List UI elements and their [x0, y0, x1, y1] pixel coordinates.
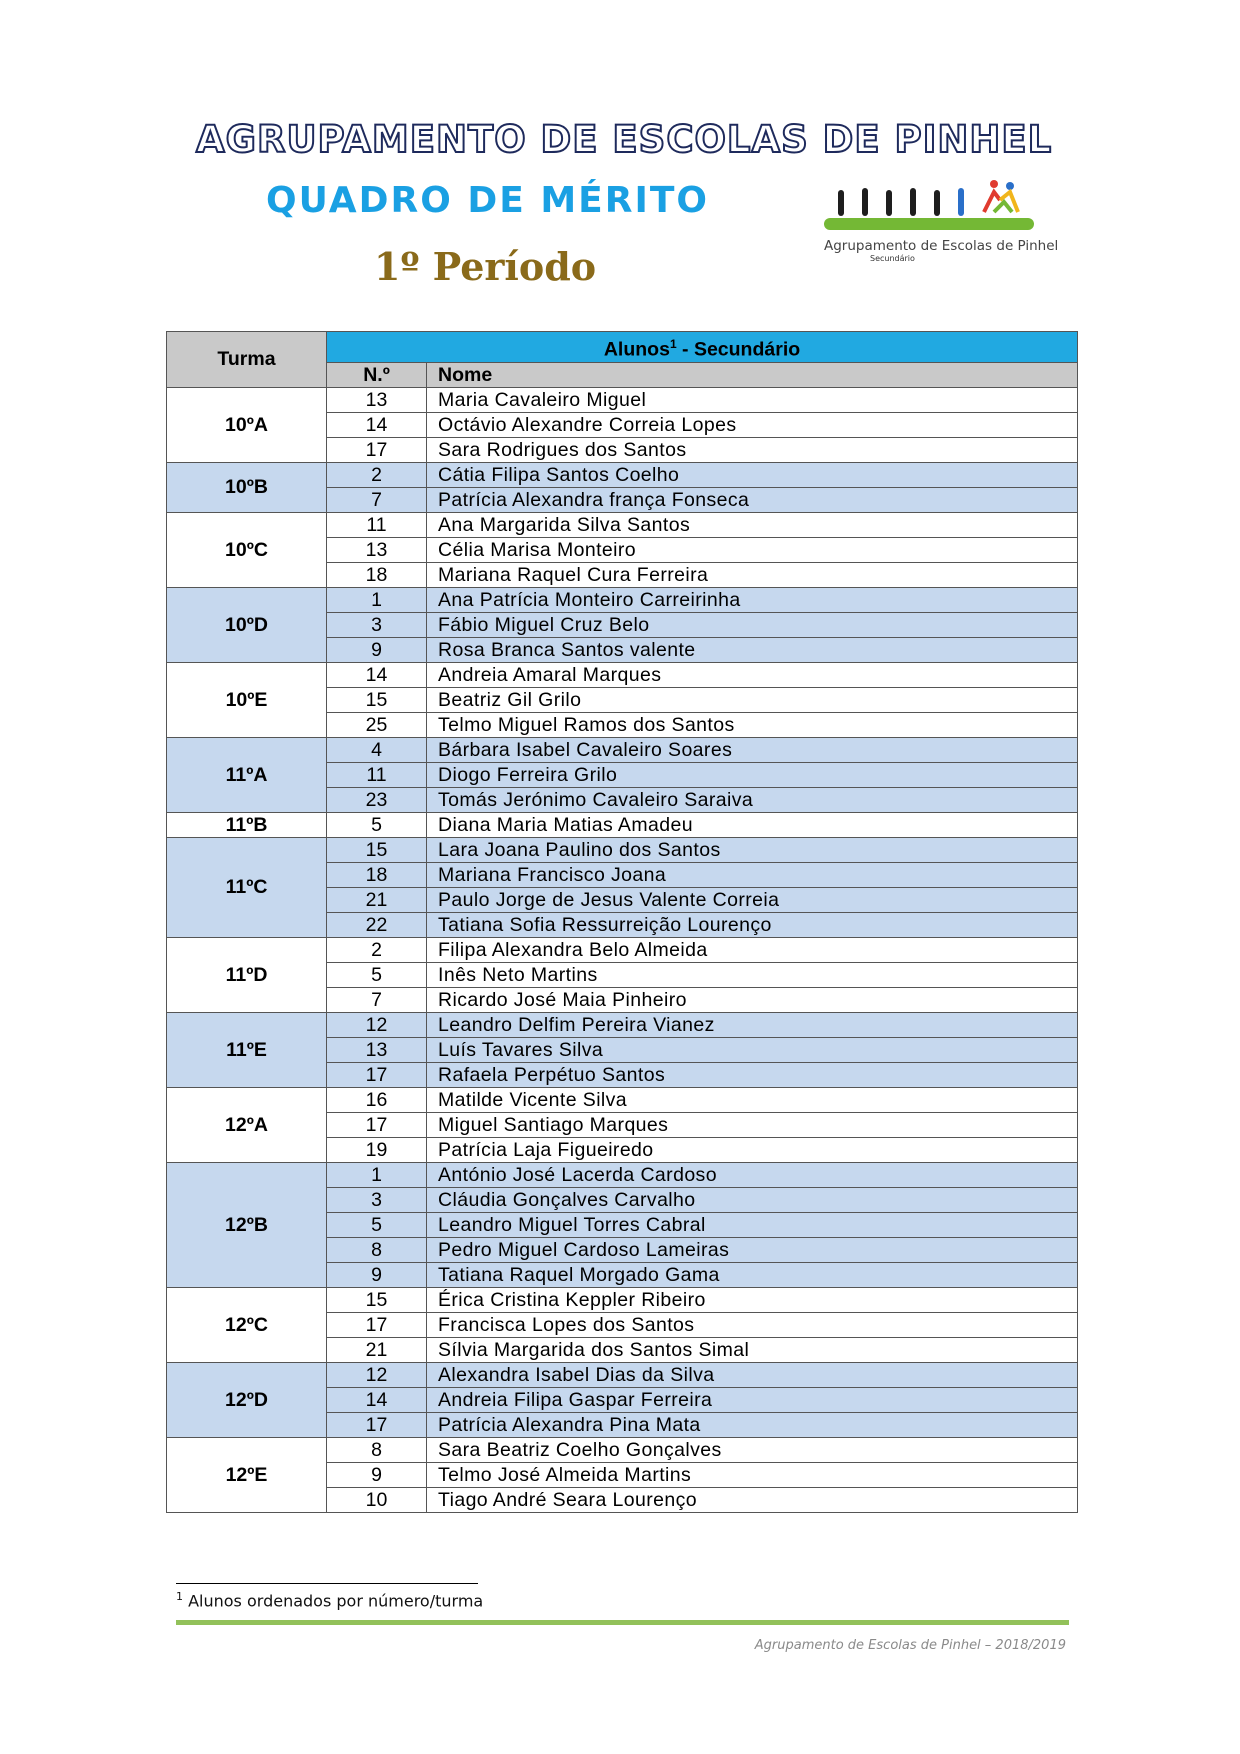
student-number-cell: 1	[327, 587, 427, 612]
student-name-cell: Érica Cristina Keppler Ribeiro	[427, 1287, 1078, 1312]
student-name-cell: Telmo Miguel Ramos dos Santos	[427, 712, 1078, 737]
student-name-cell: Patrícia Alexandra frança Fonseca	[427, 487, 1078, 512]
student-name-cell: Bárbara Isabel Cavaleiro Soares	[427, 737, 1078, 762]
student-number-cell: 8	[327, 1437, 427, 1462]
student-number-cell: 5	[327, 962, 427, 987]
student-name-cell: Pedro Miguel Cardoso Lameiras	[427, 1237, 1078, 1262]
student-number-cell: 14	[327, 412, 427, 437]
student-name-cell: Telmo José Almeida Martins	[427, 1462, 1078, 1487]
student-name-cell: Cátia Filipa Santos Coelho	[427, 462, 1078, 487]
student-number-cell: 13	[327, 387, 427, 412]
student-name-cell: Rosa Branca Santos valente	[427, 637, 1078, 662]
table-row	[167, 837, 1078, 862]
student-number-cell: 5	[327, 812, 427, 837]
student-name-cell: Alexandra Isabel Dias da Silva	[427, 1362, 1078, 1387]
student-number-cell: 15	[327, 1287, 427, 1312]
student-number-cell: 10	[327, 1487, 427, 1512]
student-name-cell: Diana Maria Matias Amadeu	[427, 812, 1078, 837]
student-name-cell: Sara Beatriz Coelho Gonçalves	[427, 1437, 1078, 1462]
student-name-cell: Sara Rodrigues dos Santos	[427, 437, 1078, 462]
school-logo	[824, 178, 1064, 268]
student-name-cell: Leandro Miguel Torres Cabral	[427, 1212, 1078, 1237]
footer-rule	[176, 1620, 1069, 1625]
student-name-cell: Beatriz Gil Grilo	[427, 687, 1078, 712]
class-cell: 12ºC	[167, 1287, 327, 1362]
alunos-suffix: - Secundário	[676, 338, 801, 361]
student-number-cell: 7	[327, 487, 427, 512]
class-cell: 10ºE	[167, 662, 327, 737]
class-cell: 12ºD	[167, 1362, 327, 1437]
student-number-cell: 13	[327, 537, 427, 562]
student-name-cell: Cláudia Gonçalves Carvalho	[427, 1187, 1078, 1212]
student-name-cell: Ricardo José Maia Pinheiro	[427, 987, 1078, 1012]
table-row	[167, 462, 1078, 487]
student-name-cell: Patrícia Laja Figueiredo	[427, 1137, 1078, 1162]
student-name-cell: Mariana Francisco Joana	[427, 862, 1078, 887]
student-name-cell: Ana Margarida Silva Santos	[427, 512, 1078, 537]
student-number-cell: 11	[327, 762, 427, 787]
table-row	[167, 1012, 1078, 1037]
student-number-cell: 3	[327, 612, 427, 637]
table-row	[167, 1287, 1078, 1312]
student-number-cell: 5	[327, 1212, 427, 1237]
column-header-name: Nome	[427, 362, 1078, 387]
student-number-cell: 2	[327, 937, 427, 962]
class-cell: 10ºC	[167, 512, 327, 587]
student-name-cell: Inês Neto Martins	[427, 962, 1078, 987]
class-cell: 10ºB	[167, 462, 327, 512]
class-cell: 11ºD	[167, 937, 327, 1012]
student-name-cell: Tatiana Raquel Morgado Gama	[427, 1262, 1078, 1287]
table-header-row	[167, 332, 1078, 363]
table-body	[167, 387, 1078, 1512]
table-row	[167, 1087, 1078, 1112]
student-number-cell: 1	[327, 1162, 427, 1187]
student-name-cell: Tomás Jerónimo Cavaleiro Saraiva	[427, 787, 1078, 812]
student-name-cell: Miguel Santiago Marques	[427, 1112, 1078, 1137]
student-name-cell: Andreia Amaral Marques	[427, 662, 1078, 687]
student-number-cell: 17	[327, 1312, 427, 1337]
student-name-cell: Ana Patrícia Monteiro Carreirinha	[427, 587, 1078, 612]
student-number-cell: 17	[327, 1062, 427, 1087]
student-number-cell: 9	[327, 1462, 427, 1487]
student-number-cell: 15	[327, 837, 427, 862]
table-row	[167, 1437, 1078, 1462]
footnote-text: Alunos ordenados por número/turma	[188, 1591, 484, 1611]
student-number-cell: 4	[327, 737, 427, 762]
student-number-cell: 18	[327, 562, 427, 587]
school-title: AGRUPAMENTO DE ESCOLAS DE PINHEL	[196, 118, 1053, 161]
student-name-cell: Leandro Delfim Pereira Vianez	[427, 1012, 1078, 1037]
table-row	[167, 662, 1078, 687]
table-row	[167, 387, 1078, 412]
student-number-cell: 23	[327, 787, 427, 812]
student-name-cell: Luís Tavares Silva	[427, 1037, 1078, 1062]
footnote-reference: 1	[669, 337, 677, 351]
footnote-marker: 1	[176, 1590, 183, 1603]
student-number-cell: 19	[327, 1137, 427, 1162]
student-number-cell: 11	[327, 512, 427, 537]
student-name-cell: Tatiana Sofia Ressurreição Lourenço	[427, 912, 1078, 937]
student-name-cell: Octávio Alexandre Correia Lopes	[427, 412, 1078, 437]
class-cell: 11ºC	[167, 837, 327, 937]
student-number-cell: 8	[327, 1237, 427, 1262]
merit-table	[166, 331, 1078, 1513]
student-name-cell: Mariana Raquel Cura Ferreira	[427, 562, 1078, 587]
student-name-cell: Tiago André Seara Lourenço	[427, 1487, 1078, 1512]
student-name-cell: António José Lacerda Cardoso	[427, 1162, 1078, 1187]
student-name-cell: Matilde Vicente Silva	[427, 1087, 1078, 1112]
logo-caption: Agrupamento de Escolas de Pinhel	[824, 238, 1059, 254]
student-number-cell: 14	[327, 662, 427, 687]
student-number-cell: 25	[327, 712, 427, 737]
table-row	[167, 587, 1078, 612]
student-number-cell: 9	[327, 1262, 427, 1287]
table-row	[167, 737, 1078, 762]
alunos-label: Alunos	[603, 338, 670, 361]
column-header-number: N.º	[327, 362, 427, 387]
class-cell: 11ºA	[167, 737, 327, 812]
student-number-cell: 16	[327, 1087, 427, 1112]
student-name-cell: Fábio Miguel Cruz Belo	[427, 612, 1078, 637]
student-number-cell: 22	[327, 912, 427, 937]
merit-board-title: QUADRO DE MÉRITO	[266, 180, 710, 221]
student-number-cell: 17	[327, 1112, 427, 1137]
class-cell: 11ºE	[167, 1012, 327, 1087]
student-name-cell: Andreia Filipa Gaspar Ferreira	[427, 1387, 1078, 1412]
table-row	[167, 937, 1078, 962]
table-row	[167, 512, 1078, 537]
table-row	[167, 1362, 1078, 1387]
class-cell: 10ºA	[167, 387, 327, 462]
period-title: 1º Período	[374, 244, 597, 289]
student-number-cell: 14	[327, 1387, 427, 1412]
student-number-cell: 17	[327, 1412, 427, 1437]
student-number-cell: 2	[327, 462, 427, 487]
student-number-cell: 18	[327, 862, 427, 887]
class-cell: 11ºB	[167, 812, 327, 837]
student-name-cell: Lara Joana Paulino dos Santos	[427, 837, 1078, 862]
table-row	[167, 812, 1078, 837]
student-number-cell: 17	[327, 437, 427, 462]
logo-subcaption: Secundário	[870, 254, 915, 263]
column-header-turma: Turma	[167, 332, 327, 388]
student-number-cell: 15	[327, 687, 427, 712]
student-number-cell: 7	[327, 987, 427, 1012]
student-number-cell: 21	[327, 887, 427, 912]
footnote-separator	[176, 1583, 478, 1584]
student-name-cell: Célia Marisa Monteiro	[427, 537, 1078, 562]
student-number-cell: 12	[327, 1362, 427, 1387]
class-cell: 12ºA	[167, 1087, 327, 1162]
table-row	[167, 1162, 1078, 1187]
student-number-cell: 9	[327, 637, 427, 662]
student-name-cell: Diogo Ferreira Grilo	[427, 762, 1078, 787]
student-name-cell: Maria Cavaleiro Miguel	[427, 387, 1078, 412]
student-name-cell: Rafaela Perpétuo Santos	[427, 1062, 1078, 1087]
column-header-alunos	[327, 332, 1078, 363]
student-number-cell: 12	[327, 1012, 427, 1037]
student-name-cell: Patrícia Alexandra Pina Mata	[427, 1412, 1078, 1437]
student-name-cell: Sílvia Margarida dos Santos Simal	[427, 1337, 1078, 1362]
class-cell: 10ºD	[167, 587, 327, 662]
page-footer: Agrupamento de Escolas de Pinhel – 2018/2019	[754, 1638, 1066, 1653]
footnote	[176, 1590, 483, 1610]
student-number-cell: 21	[327, 1337, 427, 1362]
student-number-cell: 3	[327, 1187, 427, 1212]
student-number-cell: 13	[327, 1037, 427, 1062]
student-name-cell: Paulo Jorge de Jesus Valente Correia	[427, 887, 1078, 912]
class-cell: 12ºB	[167, 1162, 327, 1287]
student-name-cell: Filipa Alexandra Belo Almeida	[427, 937, 1078, 962]
class-cell: 12ºE	[167, 1437, 327, 1512]
student-name-cell: Francisca Lopes dos Santos	[427, 1312, 1078, 1337]
